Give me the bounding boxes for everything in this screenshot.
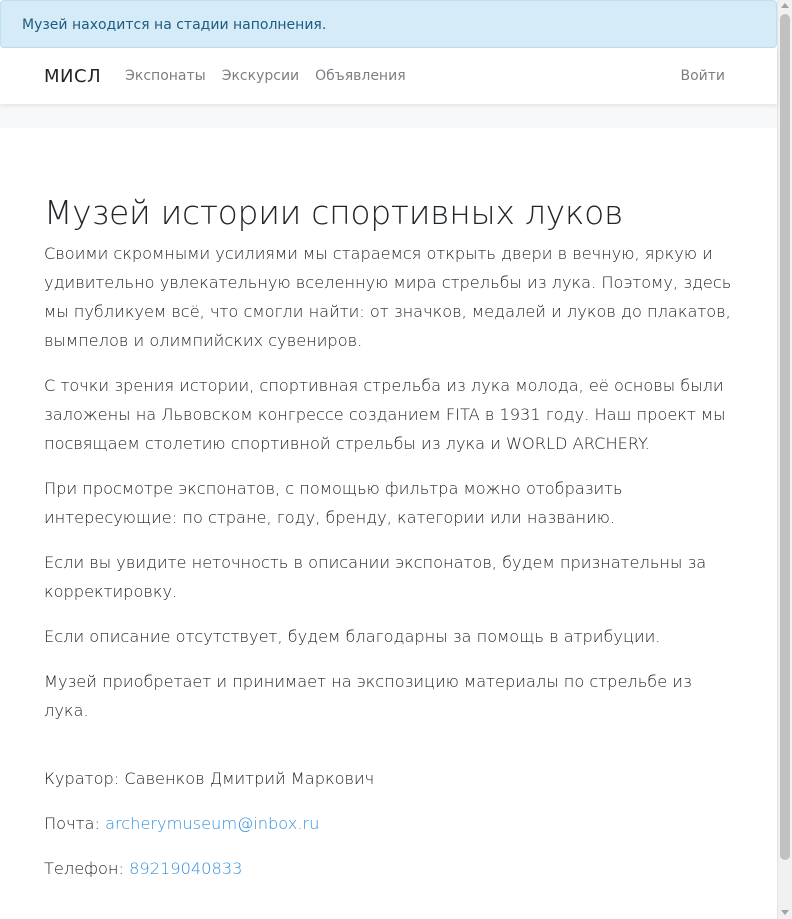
brand-logo[interactable]: МИСЛ bbox=[44, 65, 102, 87]
main-content bbox=[44, 190, 734, 899]
intro-paragraph: Своими скромными усилиями мы стараемся открыть двери в вечную, яркую и удивительно увлекательную вселенную мира стрельбы из лука. Поэтому, здесь мы публикуем всё, что смогли найти: от значков, медалей и луков до плакатов, вымпелов и олимпийских сувениров. bbox=[44, 244, 732, 350]
email-link[interactable]: archerymuseum@inbox.ru bbox=[105, 814, 320, 833]
correction-paragraph: Если вы увидите неточность в описании экспонатов, будем признательны за корректировку. bbox=[44, 553, 707, 601]
email-line bbox=[44, 809, 734, 838]
history-paragraph: С точки зрения истории, спортивная стрельба из лука молода, её основы были заложены на Львовском конгрессе созданием FITA в 1931 году. Наш проект мы посвящаем столетию спортивной стрельбы из лука и WORLD ARCHERY. bbox=[44, 376, 726, 453]
nav-link-excursions[interactable]: Экскурсии bbox=[221, 68, 300, 84]
scroll-down-icon[interactable] bbox=[781, 910, 789, 915]
login-link[interactable]: Войти bbox=[680, 68, 725, 84]
scroll-thumb[interactable] bbox=[780, 14, 790, 860]
vertical-scrollbar[interactable] bbox=[777, 0, 792, 919]
attribution-paragraph: Если описание отсутствует, будем благодарны за помощь в атрибуции. bbox=[44, 627, 661, 646]
navbar bbox=[0, 48, 777, 104]
header-band bbox=[0, 104, 777, 128]
alert-text: Музей находится на стадии наполнения. bbox=[22, 17, 327, 33]
phone-line bbox=[44, 854, 734, 883]
nav-link-exhibits[interactable]: Экспонаты bbox=[125, 68, 206, 84]
nav-link-announcements[interactable]: Объявления bbox=[315, 68, 406, 84]
spacer bbox=[44, 741, 734, 764]
acquisition-paragraph: Музей приобретает и принимает на экспозицию материалы по стрельбе из лука. bbox=[44, 672, 692, 720]
filter-paragraph: При просмотре экспонатов, с помощью фильтра можно отобразить интересующие: по стране, году, бренду, категории или названию. bbox=[44, 479, 623, 527]
page-title: Музей истории спортивных луков bbox=[44, 193, 624, 232]
phone-label: Телефон: bbox=[44, 859, 124, 878]
phone-link[interactable]: 89219040833 bbox=[129, 859, 243, 878]
scroll-up-icon[interactable] bbox=[781, 3, 789, 8]
email-label: Почта: bbox=[44, 814, 100, 833]
curator-text: Куратор: Савенков Дмитрий Маркович bbox=[44, 769, 375, 788]
info-alert bbox=[0, 0, 777, 48]
